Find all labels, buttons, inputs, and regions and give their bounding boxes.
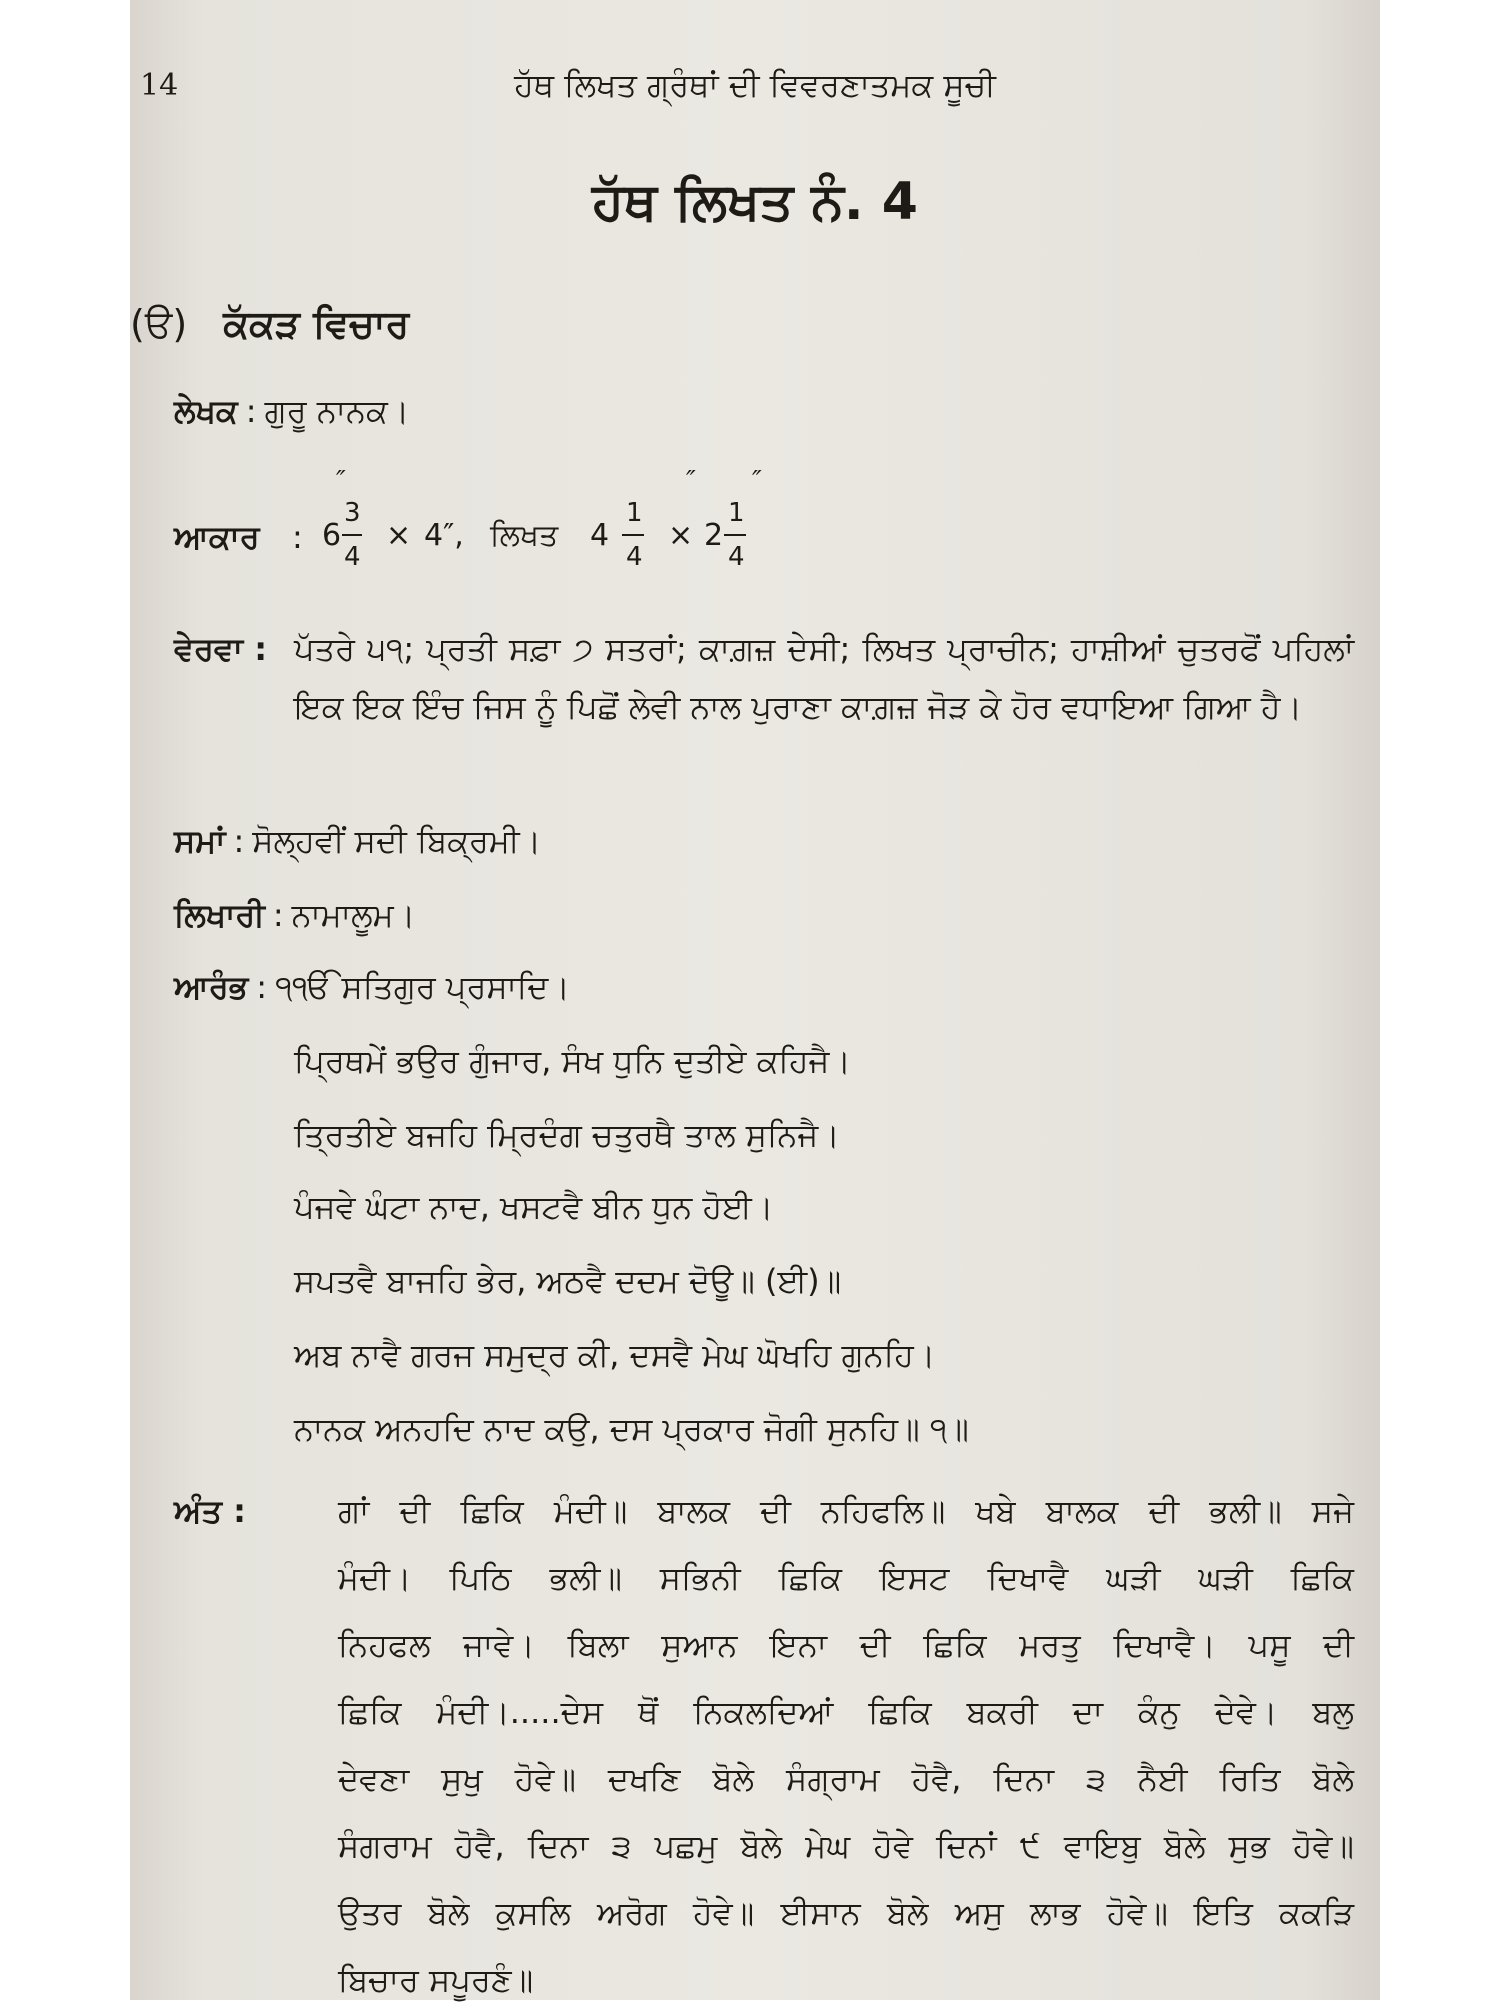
ending-line: ਨਿਹਫਲ ਜਾਵੇ। ਬਿਲਾ ਸੁਆਨ ਇਨਾ ਦੀ ਛਿਕਿ ਮਰਤੁ ਦਿਖਾਵੈ। ਪਸੂ ਦੀ bbox=[338, 1626, 1354, 1664]
running-title: ਹੱਥ ਲਿਖਤ ਗ੍ਰੰਥਾਂ ਦੀ ਵਿਵਰਣਾਤਮਕ ਸੂਚੀ bbox=[514, 66, 996, 104]
verse-line: ਸਪਤਵੈ ਬਾਜਹਿ ਭੇਰ, ਅਠਵੈ ਦਦਮ ਦੋਊ॥ (ਈ)॥ bbox=[294, 1262, 842, 1300]
details-field bbox=[174, 620, 1354, 800]
beginning-value: ੧ੴ ਸਤਿਗੁਰ ਪ੍ਰਸਾਦਿ। bbox=[275, 968, 570, 1006]
size-numerator-3: 1 bbox=[728, 498, 745, 528]
details-label: ਵੇਰਵਾ : bbox=[174, 630, 267, 668]
period-label: ਸਮਾਂ bbox=[174, 822, 226, 860]
size-whole-2: 4 bbox=[590, 518, 610, 553]
size-dim-2: 4″, bbox=[424, 518, 464, 553]
size-field: ਆਕਾਰ : 6 3 4 ″ × 4″, ਲਿਖਤ 4 1 4 ″ × 2 1 4 ″ bbox=[174, 466, 762, 572]
times-sign-1: × bbox=[386, 518, 412, 553]
period-value: ਸੋਲ੍ਹਵੀਂ ਸਦੀ ਬਿਕ੍ਰਮੀ। bbox=[252, 822, 542, 860]
page-title: ਹੱਥ ਲਿਖਤ ਨੰ. 4 bbox=[592, 172, 918, 232]
ending-text bbox=[338, 1478, 1354, 2014]
size-label: ਆਕਾਰ bbox=[174, 518, 260, 556]
inch-mark-3: ″ bbox=[752, 466, 762, 496]
ending-line: ਛਿਕਿ ਮੰਦੀ।.....ਦੇਸ ਥੋਂ ਨਿਕਲਦਿਆਂ ਛਿਕਿ ਬਕਰੀ ਦਾ ਕੰਨੁ ਦੇਵੇ। ਬਲੁ bbox=[338, 1693, 1354, 1731]
scribe-value: ਨਾਮਾਲੂਮ। bbox=[291, 896, 416, 934]
ending-line: ਉਤਰ ਬੋਲੇ ਕੁਸਲਿ ਅਰੋਗ ਹੋਵੇ॥ ਈਸਾਨ ਬੋਲੇ ਅਸੁ ਲਾਭ ਹੋਵੇ॥ ਇਤਿ ਕਕੜਿ bbox=[338, 1894, 1354, 1932]
inch-mark-2: ″ bbox=[686, 466, 696, 496]
inch-mark-1: ″ bbox=[336, 466, 346, 496]
ending-label: ਅੰਤ : bbox=[174, 1492, 246, 1530]
times-sign-2: × bbox=[668, 518, 694, 553]
ending-line: ਬਿਚਾਰ ਸਪੂਰਣੰ॥ bbox=[338, 1961, 534, 1999]
scribe-field: ਲਿਖਾਰੀ : ਨਾਮਾਲੂਮ। bbox=[174, 896, 416, 934]
book-page bbox=[130, 0, 1380, 2000]
verse-line: ਪੰਜਵੇ ਘੰਟਾ ਨਾਦ, ਖਸਟਵੈ ਬੀਨ ਧੁਨ ਹੋਈ। bbox=[294, 1188, 774, 1226]
verse-line: ਤ੍ਰਿਤੀਏ ਬਜਹਿ ਮ੍ਰਿਦੰਗ ਚਤੁਰਥੈ ਤਾਲ ਸੁਨਿਜੈ। bbox=[294, 1116, 840, 1154]
beginning-label: ਆਰੰਭ bbox=[174, 968, 249, 1006]
section-title: ਕੱਕੜ ਵਿਚਾਰ bbox=[223, 302, 410, 346]
author-field: ਲੇਖਕ : ਗੁਰੂ ਨਾਨਕ। bbox=[174, 392, 410, 430]
section-marker: (ੳ) bbox=[130, 302, 188, 346]
verse-line: ਪ੍ਰਿਥਮੇਂ ਭਉਰ ਗੁੰਜਾਰ, ਸੰਖ ਧੁਨਿ ਦੁਤੀਏ ਕਹਿਜੈ। bbox=[294, 1042, 851, 1080]
verse-line: ਅਬ ਨਾਵੈ ਗਰਜ ਸਮੁਦ੍ਰ ਕੀ, ਦਸਵੈ ਮੇਘ ਘੋਖਹਿ ਗੁਨਹਿ। bbox=[294, 1336, 936, 1374]
size-denominator-2: 4 bbox=[626, 542, 643, 572]
details-text: ਪੱਤਰੇ ੫੧; ਪ੍ਰਤੀ ਸਫ਼ਾ ੭ ਸਤਰਾਂ; ਕਾਗ਼ਜ਼ ਦੇਸੀ; ਲਿਖਤ ਪ੍ਰਾਚੀਨ; ਹਾਸ਼ੀਆਂ ਚੁਤਰਫੋਂ ਪਹਿਲਾਂ ਇਕ ਇਕ ਇੰਚ ਜਿਸ ਨੂੰ ਪਿਛੋਂ ਲੇਵੀ ਨਾਲ ਪੁਰਾਣਾ ਕਾਗ਼ਜ਼ ਜੋੜ ਕੇ ਹੋਰ ਵਧਾਇਆ ਗਿਆ ਹੈ। bbox=[294, 630, 1354, 726]
size-numerator-2: 1 bbox=[626, 498, 643, 528]
fraction-bar-2 bbox=[622, 534, 644, 536]
ending-line: ਦੇਵਣਾ ਸੁਖੁ ਹੋਵੇ॥ ਦਖਣਿ ਬੋਲੇ ਸੰਗ੍ਰਾਮ ਹੋਵੈ, ਦਿਨਾ ੩ ਨੈਈ ਰਿਤਿ ਬੋਲੇ bbox=[338, 1760, 1354, 1798]
fraction-bar-1 bbox=[342, 534, 362, 536]
fraction-bar-3 bbox=[724, 534, 746, 536]
size-denominator-3: 4 bbox=[728, 542, 745, 572]
size-whole-1: 6 bbox=[322, 518, 342, 553]
ending-line: ਮੰਦੀ। ਪਿਠਿ ਭਲੀ॥ ਸਭਿਨੀ ਛਿਕਿ ਇਸਟ ਦਿਖਾਵੈ ਘੜੀ ਘੜੀ ਛਿਕਿ bbox=[338, 1559, 1354, 1597]
page-number: 14 bbox=[140, 68, 179, 103]
ending-line: ਗਾਂ ਦੀ ਛਿਕਿ ਮੰਦੀ॥ ਬਾਲਕ ਦੀ ਨਹਿਫਲਿ॥ ਖਬੇ ਬਾਲਕ ਦੀ ਭਲੀ॥ ਸਜੇ bbox=[338, 1492, 1354, 1530]
beginning-field: ਆਰੰਭ : ੧ੴ ਸਤਿਗੁਰ ਪ੍ਰਸਾਦਿ। bbox=[174, 968, 570, 1006]
scribe-label: ਲਿਖਾਰੀ bbox=[174, 896, 265, 934]
author-label: ਲੇਖਕ bbox=[174, 392, 238, 430]
author-value: ਗੁਰੂ ਨਾਨਕ। bbox=[264, 392, 410, 430]
size-denominator-1: 4 bbox=[344, 542, 361, 572]
verse-line: ਨਾਨਕ ਅਨਹਦਿ ਨਾਦ ਕਉ, ਦਸ ਪ੍ਰਕਾਰ ਜੋਗੀ ਸੁਨਹਿ॥ ੧॥ bbox=[294, 1410, 969, 1448]
writing-label: ਲਿਖਤ bbox=[490, 518, 559, 553]
size-numerator-1: 3 bbox=[344, 498, 361, 528]
ending-line: ਸੰਗਰਾਮ ਹੋਵੈ, ਦਿਨਾ ੩ ਪਛਮੁ ਬੋਲੇ ਮੇਘ ਹੋਵੇ ਦਿਨਾਂ ੯ ਵਾਇਬੁ ਬੋਲੇ ਸੁਭ ਹੋਵੇ॥ bbox=[338, 1827, 1354, 1865]
size-whole-3: 2 bbox=[704, 518, 724, 553]
period-field: ਸਮਾਂ : ਸੋਲ੍ਹਵੀਂ ਸਦੀ ਬਿਕ੍ਰਮੀ। bbox=[174, 822, 542, 860]
section-heading bbox=[130, 302, 409, 347]
